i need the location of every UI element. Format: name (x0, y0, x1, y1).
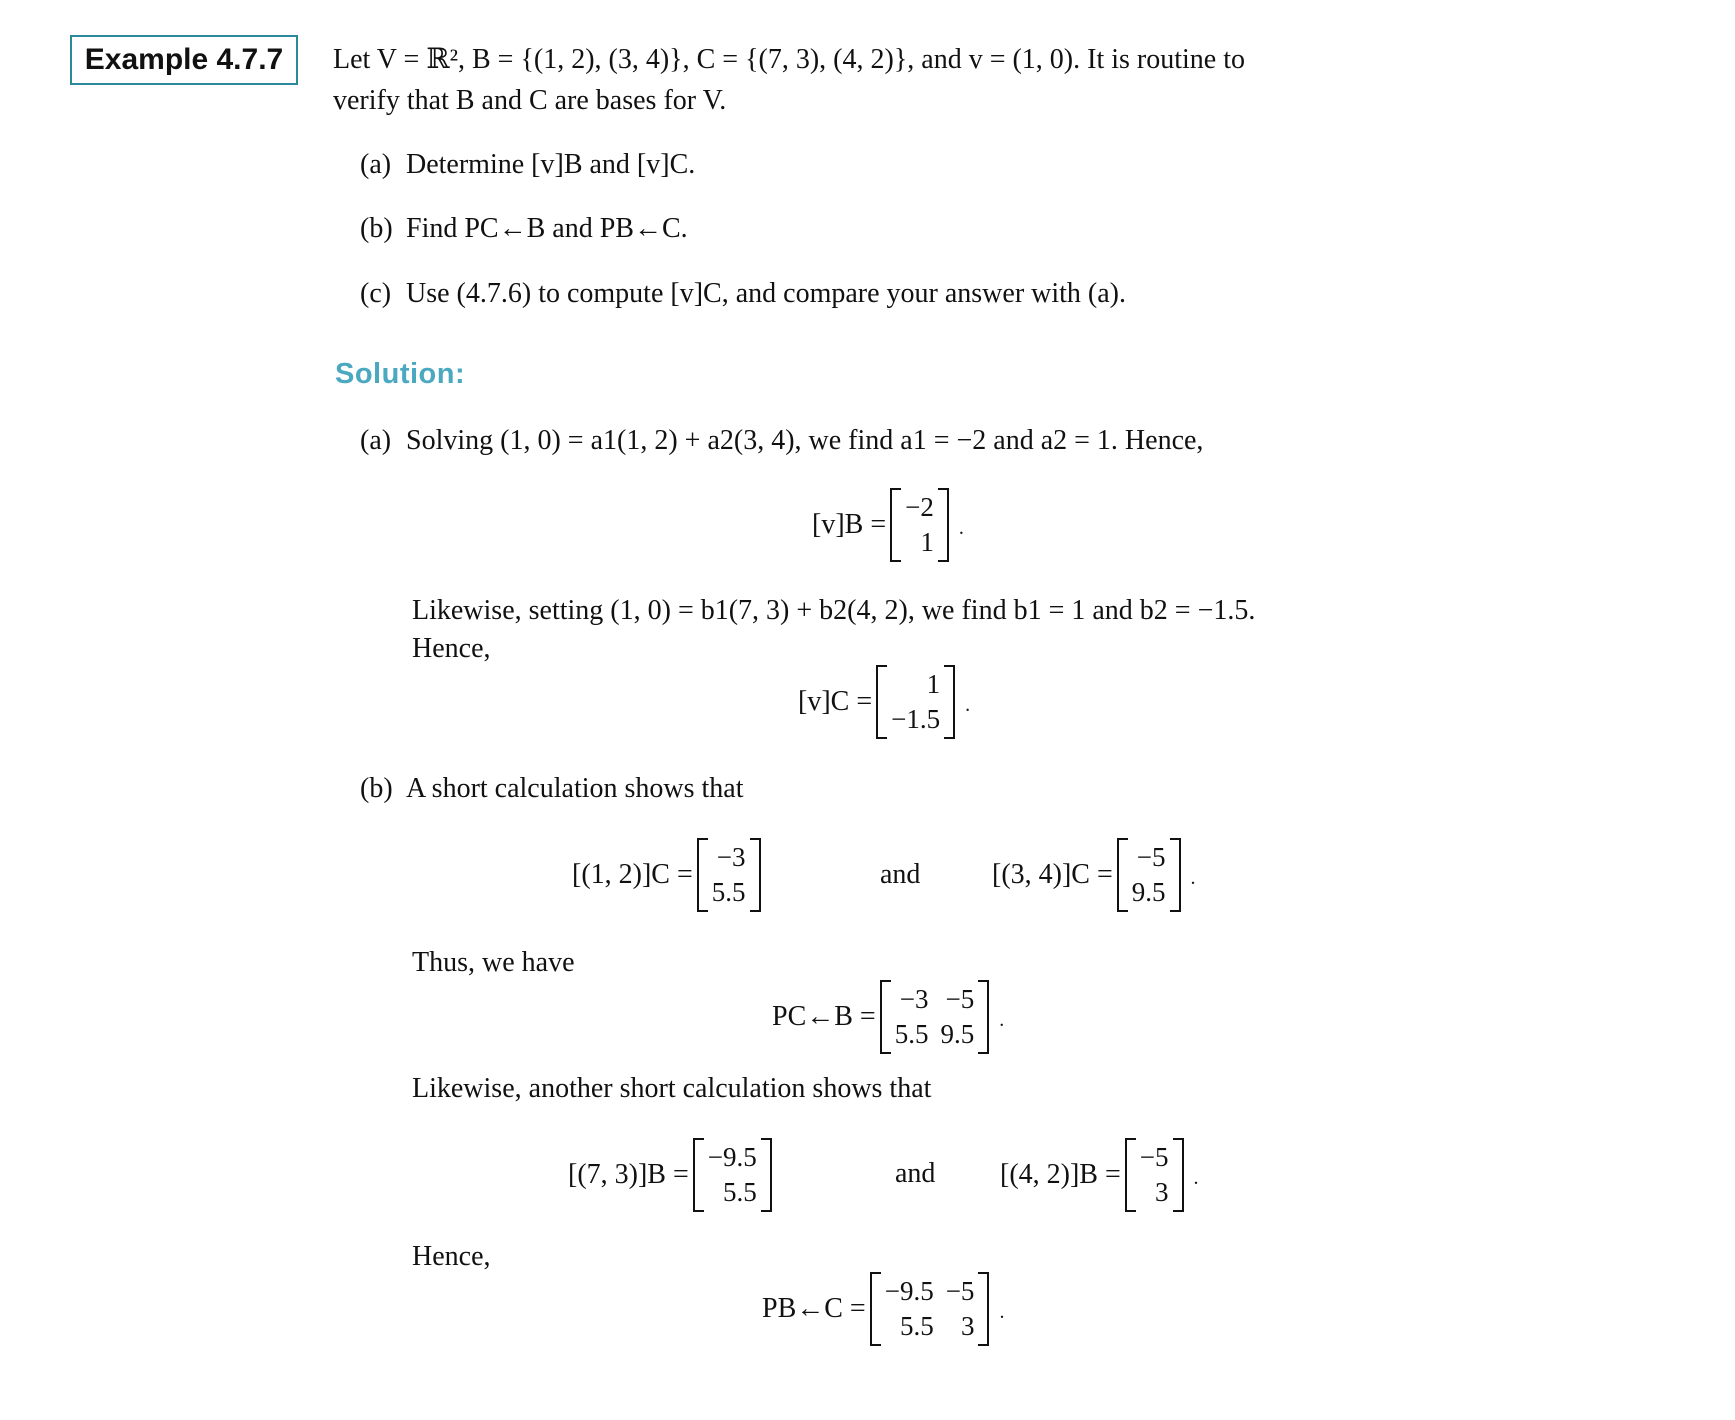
m34C-lhs: [(3, 4)]C = (992, 859, 1113, 890)
matrix-entry: −3 (899, 984, 929, 1014)
solution-a (360, 424, 1203, 458)
likewise-b-text: Likewise, another short calculation shows that (412, 1073, 932, 1104)
solution-a-label: (a) (360, 425, 392, 456)
m12C-matrix (697, 838, 761, 912)
solution-heading: Solution: (335, 358, 466, 390)
PBC-lhs: PB←C = (762, 1293, 866, 1324)
PBC-matrix (870, 1272, 990, 1346)
intro-line-2: verify that B and C are bases for V. (333, 85, 727, 116)
m12C-lhs: [(1, 2)]C = (572, 859, 693, 890)
thus-text: Thus, we have (412, 947, 575, 978)
matrix-entry: −5 (945, 1276, 975, 1306)
vC-matrix (876, 665, 955, 739)
m34C-matrix (1117, 838, 1181, 912)
vC-equation: [v]C = 1 −1.5 . (798, 665, 970, 739)
matrix-entry: −2 (905, 492, 934, 522)
matrix-entry: −9.5 (884, 1276, 934, 1306)
vC-lhs: [v]C = (798, 686, 873, 717)
m34C-equation: [(3, 4)]C = −5 9.5 . (992, 838, 1196, 912)
solution-b (360, 772, 744, 806)
and-1: and (880, 859, 921, 890)
and-2: and (895, 1158, 936, 1189)
vB-equation: [v]B = −2 1 . (812, 488, 964, 562)
m12C-equation (572, 838, 765, 912)
matrix-entry: 5.5 (723, 1177, 757, 1207)
matrix-entry: 3 (960, 1311, 975, 1341)
solution-b-text: A short calculation shows that (406, 773, 744, 804)
matrix-entry: 9.5 (1131, 877, 1166, 907)
matrix-entry: 5.5 (899, 1311, 934, 1341)
solution-a-text: Solving (1, 0) = a1(1, 2) + a2(3, 4), we find a1 = −2 and a2 = 1. Hence, (406, 425, 1204, 456)
matrix-entry: −5 (945, 984, 975, 1014)
matrix-entry: −9.5 (707, 1142, 757, 1172)
matrix-entry: 1 (926, 669, 941, 699)
m42B-equation: [(4, 2)]B = −5 3 . (1000, 1138, 1199, 1212)
example-label: Example 4.7.7 (70, 35, 298, 85)
m42B-lhs: [(4, 2)]B = (1000, 1159, 1121, 1190)
hence-text: Hence, (412, 1241, 491, 1272)
likewise-line-1: Likewise, setting (1, 0) = b1(7, 3) + b2(4, 2), we find b1 = 1 and b2 = −1.5. (412, 595, 1256, 626)
intro-line-1: Let V = ℝ², B = {(1, 2), (3, 4)}, C = {(7, 3), (4, 2)}, and v = (1, 0). It is routine to (333, 44, 1245, 75)
part-c (360, 277, 1126, 311)
part-a-text: Determine [v]B and [v]C. (406, 149, 696, 180)
matrix-entry: 5.5 (894, 1019, 929, 1049)
part-c-text: Use (4.7.6) to compute [v]C, and compare your answer with (a). (406, 278, 1127, 309)
part-a (360, 148, 695, 182)
matrix-entry: 1 (920, 527, 934, 557)
matrix-entry: −5 (1139, 1142, 1169, 1172)
m73B-lhs: [(7, 3)]B = (568, 1159, 689, 1190)
m73B-matrix (693, 1138, 772, 1212)
matrix-entry: −3 (716, 842, 746, 872)
matrix-entry: −5 (1136, 842, 1166, 872)
PBC-equation: PB←C = −9.5 −5 5.5 3 . (762, 1272, 1004, 1346)
matrix-entry: 3 (1155, 1177, 1169, 1207)
m73B-equation (568, 1138, 776, 1212)
matrix-entry: 5.5 (711, 877, 746, 907)
matrix-entry: −1.5 (891, 704, 941, 734)
part-c-label: (c) (360, 278, 392, 309)
part-b-label: (b) (360, 213, 393, 244)
solution-b-label: (b) (360, 773, 393, 804)
part-a-label: (a) (360, 149, 392, 180)
part-b-text: Find PC←B and PB←C. (406, 213, 688, 244)
PCB-lhs: PC←B = (772, 1001, 876, 1032)
matrix-entry: 9.5 (940, 1019, 975, 1049)
vB-matrix (890, 488, 949, 562)
vB-lhs: [v]B = (812, 509, 887, 540)
part-b (360, 212, 688, 246)
PCB-equation: PC←B = −3 −5 5.5 9.5 . (772, 980, 1004, 1054)
PCB-matrix (880, 980, 990, 1054)
likewise-line-2: Hence, (412, 633, 491, 664)
m42B-matrix (1125, 1138, 1184, 1212)
